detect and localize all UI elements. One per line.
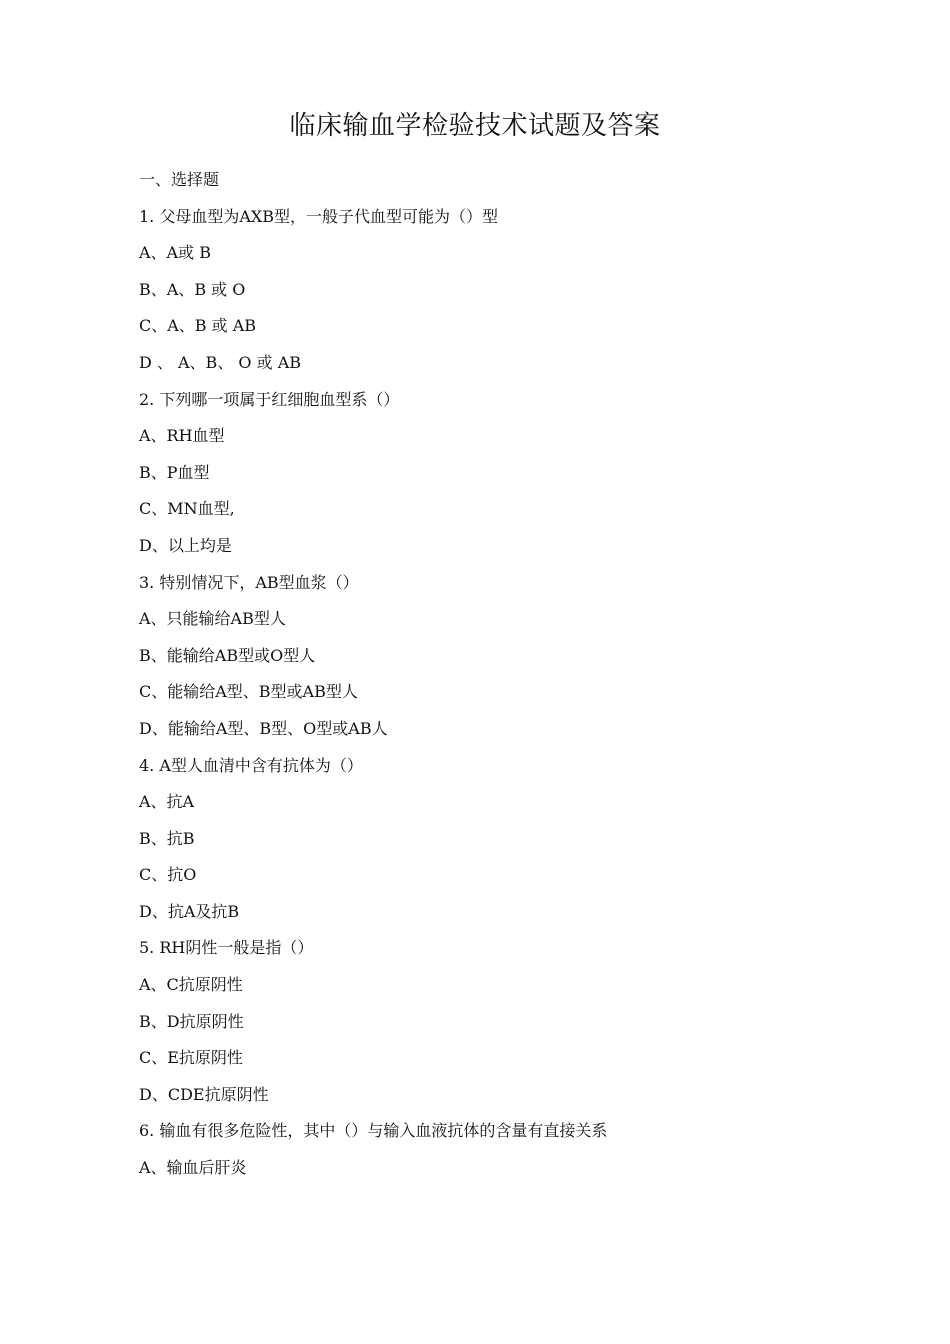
option-2d: D、以上均是 bbox=[139, 535, 232, 555]
option-4a: A、抗A bbox=[139, 792, 195, 812]
question-list bbox=[139, 162, 859, 1187]
option-4d: D、抗A及抗B bbox=[139, 901, 240, 921]
option-1c: C、A、B 或 AB bbox=[139, 316, 257, 336]
option-2b: B、P血型 bbox=[139, 462, 210, 482]
option-5b: B、D抗原阴性 bbox=[139, 1011, 244, 1031]
question-3: 3. 特别情况下，AB型血浆（） bbox=[139, 572, 359, 592]
question-4: 4. A型人血清中含有抗体为（） bbox=[139, 755, 363, 775]
question-2: 2. 下列哪一项属于红细胞血型系（） bbox=[139, 389, 400, 409]
option-6a: A、输血后肝炎 bbox=[139, 1158, 247, 1178]
option-2a: A、RH血型 bbox=[139, 426, 225, 446]
option-3b: B、能输给AB型或O型人 bbox=[139, 645, 316, 665]
document-title: 临床输血学检验技术试题及答案 bbox=[289, 111, 661, 141]
option-4c: C、抗O bbox=[139, 865, 197, 885]
option-1d: D 、 A、B、 O 或 AB bbox=[139, 352, 302, 372]
option-3a: A、只能输给AB型人 bbox=[139, 609, 286, 629]
question-6: 6. 输血有很多危险性，其中（）与输入血液抗体的含量有直接关系 bbox=[139, 1121, 608, 1141]
option-2c: C、MN血型, bbox=[139, 499, 235, 519]
option-4b: B、抗B bbox=[139, 828, 195, 848]
option-5d: D、CDE抗原阴性 bbox=[139, 1084, 269, 1104]
option-1b: B、A、B 或 O bbox=[139, 279, 246, 299]
section-heading: 一、选择题 bbox=[139, 170, 220, 189]
option-1a: A、A或 B bbox=[139, 243, 211, 263]
option-3c: C、能输给A型、B型或AB型人 bbox=[139, 682, 358, 702]
option-5a: A、C抗原阴性 bbox=[139, 975, 243, 995]
question-5: 5. RH阴性一般是指（） bbox=[139, 938, 314, 958]
option-3d: D、能输给A型、B型、O型或AB人 bbox=[139, 718, 388, 738]
question-1: 1. 父母血型为AXB型，一般子代血型可能为（）型 bbox=[139, 206, 499, 226]
option-5c: C、E抗原阴性 bbox=[139, 1048, 243, 1068]
